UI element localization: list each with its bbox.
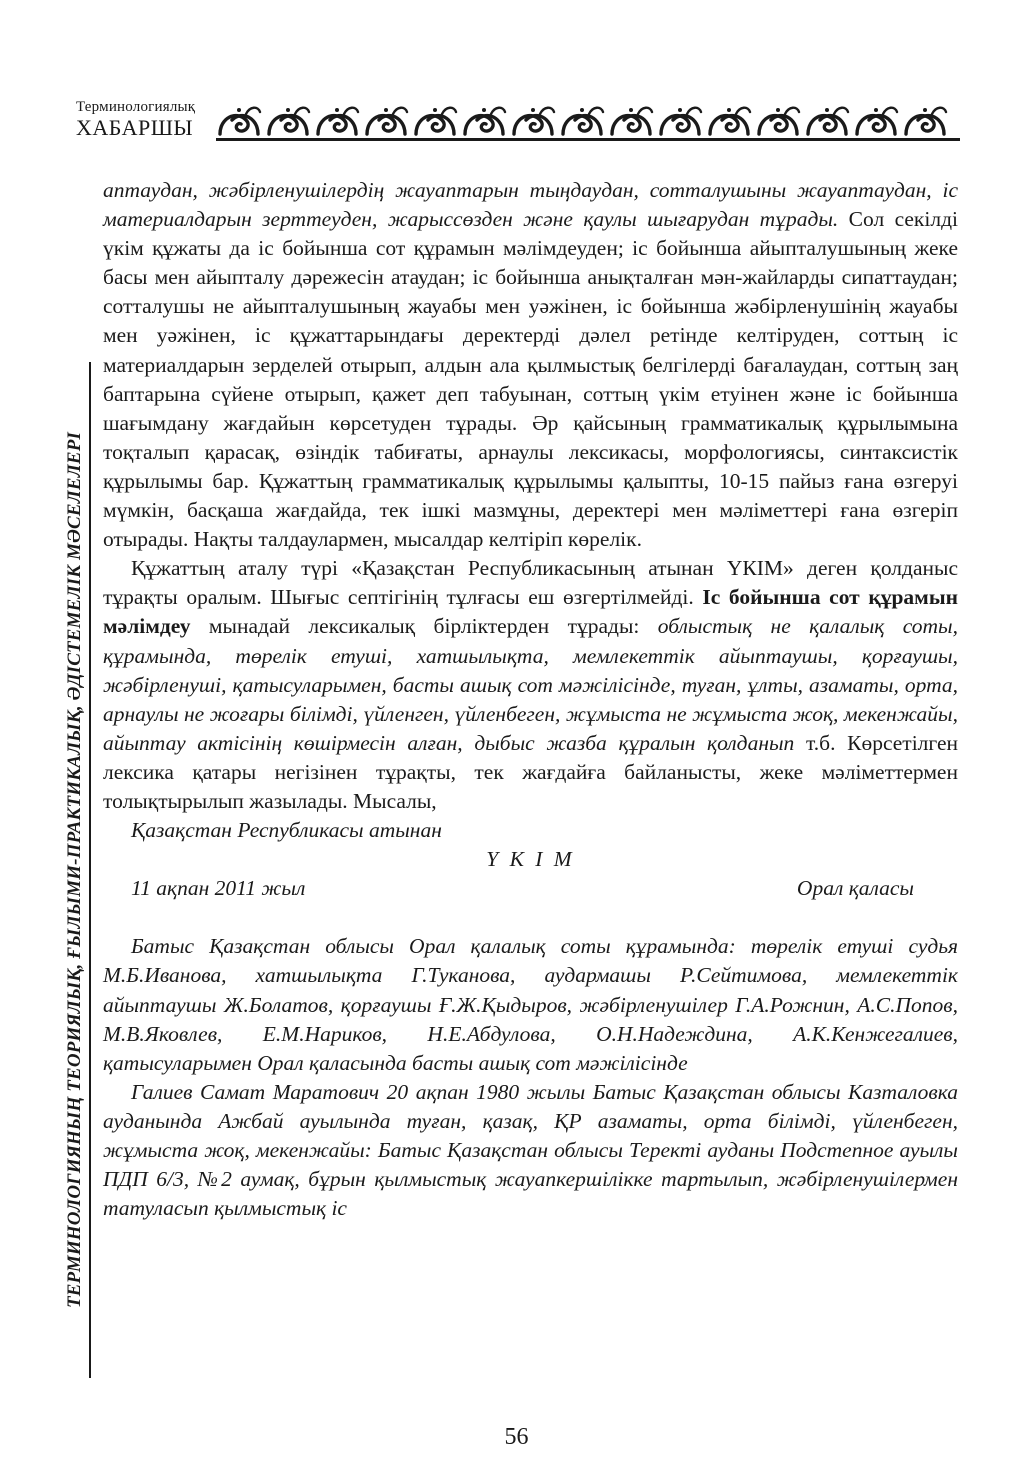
paragraph-2-text1: Құжаттың аталу түрі «Қазақстан Республикасының атынан ҮКІМ» деген қолданыс тұрақты оралым. Шығыс септігінің тұлғасы еш өзгертілмейді. bbox=[103, 556, 958, 610]
sample-city: Орал қаласы bbox=[796, 876, 914, 901]
paragraph-2-text3: т.б. Көрсетілген лексика қатары негізінен тұрақты, тек жағдайға байланысты, жеке мәліметтермен толықтырылып жазылады. Мысалы, bbox=[103, 730, 958, 813]
paragraph-2-text2: мынадай лексикалық бірліктерден тұрады: bbox=[190, 614, 658, 639]
article-body bbox=[103, 176, 958, 1223]
journal-title-small: Терминологиялық bbox=[76, 99, 196, 115]
side-rule bbox=[89, 362, 91, 1378]
sample-paragraph-a: Батыс Қазақстан облысы Орал қалалық соты құрамында: төрелік етуші судья М.Б.Иванова, хатшылықта Г.Туканова, аудармашы Р.Сейтимова, мемлекеттік айыптаушы Ж.Болатов, қорғаушы Ғ.Ж.Қыдыров, жәбірленушілер Г.А.Рожнин, А.С.Попов, М.В.Яковлев, Е.М.Нариков, Н.Е.Абдулова, О.Н.Надеждина, А.К.Кенжегалиев, қатысуларымен Орал қаласында басты ашық сот мәжілісінде bbox=[103, 934, 958, 1075]
paragraph-1-text: Сол секілді үкім құжаты да іс бойынша сот құрамын мәлімдеуден; іс бойынша айыпталушының жеке басы мен айыпталу дәрежесін атаудан; іс бойынша анықталған мән-жайларды сипаттаудан; сотталушы не айыпталушының жауабы мен уәжінен, іс бойынша жәбірленушінің жауабы мен уәжінен, іс құжаттарындағы деректерді дәлел ретінде келтіруден, соттың іс материалдарын зерделей отырып, алдын ала қылмыстық белгілерді бағалаудан, соттың заң баптарына сүйене отырып, қажет деп табуынан, соттың үкім етуінен және іс бойынша шағымдану жағдайын көрсетуден тұрады. Әр қайсының грамматикалық құрылымына тоқталып қарасақ, өзіндік табиғаты, арнаулы лексикасы, морфологиясы, синтаксистік құрылымы бар. Құжаттың грамматикалық құрылымы қалыпты, 10-15 пайыз ғана өзгеруі мүмкін, басқаша жағдайда, тек ішкі мазмұны, деректері мен мәліметтері ғана өзгеріп отырады. Нақты талдаулармен, мысалдар келтіріп көрелік. bbox=[103, 207, 958, 552]
kazakh-ornament-icon bbox=[216, 100, 960, 144]
paragraph-1 bbox=[103, 176, 958, 554]
journal-title-big: ХАБАРШЫ bbox=[76, 115, 194, 140]
sample-verdict-title: Ү К І М bbox=[486, 847, 575, 872]
paragraph-2-italic: облыстық не қалалық соты, құрамында, төрелік етуші, хатшылықта, мемлекеттік айыптаушы, қорғаушы, жәбірленуші, қатысуларымен, басты ашық сот мәжілісінде, туған, ұлты, азаматы, орта, арнаулы не жоғары білімді, үйленген, үйленбеген, жұмыста не жұмыста жоқ, мекенжайы, айыптау актісінің көшірмесін алған, дыбыс жазба құралын қолданып bbox=[103, 614, 958, 755]
side-caption: ТЕРМИНОЛОГИЯНЫҢ ТЕОРИЯЛЫҚ, ҒЫЛЫМИ-ПРАКТИКАЛЫҚ, ӘДІСТЕМЕЛІК МӘСЕЛЕЛЕРІ bbox=[64, 431, 85, 1309]
paragraph-1-italic: аптаудан, жәбірленушілердің жауаптарын тыңдаудан, сотталушыны жауаптаудан, іс материалдарын зерттеуден, жарыссөзден және қаулы шығарудан тұрады. bbox=[103, 178, 958, 232]
sample-heading: Қазақстан Республикасы атынан bbox=[131, 818, 442, 843]
sample-date: 11 ақпан 2011 жыл bbox=[131, 876, 306, 901]
journal-title bbox=[76, 100, 195, 139]
sample-gap bbox=[103, 903, 958, 932]
sample-date-line bbox=[103, 874, 958, 903]
side-caption-band bbox=[62, 362, 92, 1378]
paragraph-2-bold: Іс бойынша сот құрамын мәлімдеу bbox=[103, 585, 959, 639]
paragraph-2 bbox=[103, 554, 958, 816]
page-number: 56 bbox=[504, 1424, 529, 1450]
running-header bbox=[76, 100, 960, 144]
sample-paragraph-b: Галиев Самат Маратович 20 ақпан 1980 жылы Батыс Қазақстан облысы Казталовка ауданында Ажбай ауылында туған, қазақ, ҚР азаматы, орта білімді, үйленбеген, жұмыста жоқ, мекенжайы: Батыс Қазақстан облысы Теректі ауданы Подстепное ауылы ПДП 6/3, №2 аумақ, бұрын қылмыстық жауапкершілікке тартылып, жәбірленушілермен татуласып қылмыстық іс bbox=[103, 1079, 958, 1221]
verdict-sample bbox=[103, 816, 958, 1223]
